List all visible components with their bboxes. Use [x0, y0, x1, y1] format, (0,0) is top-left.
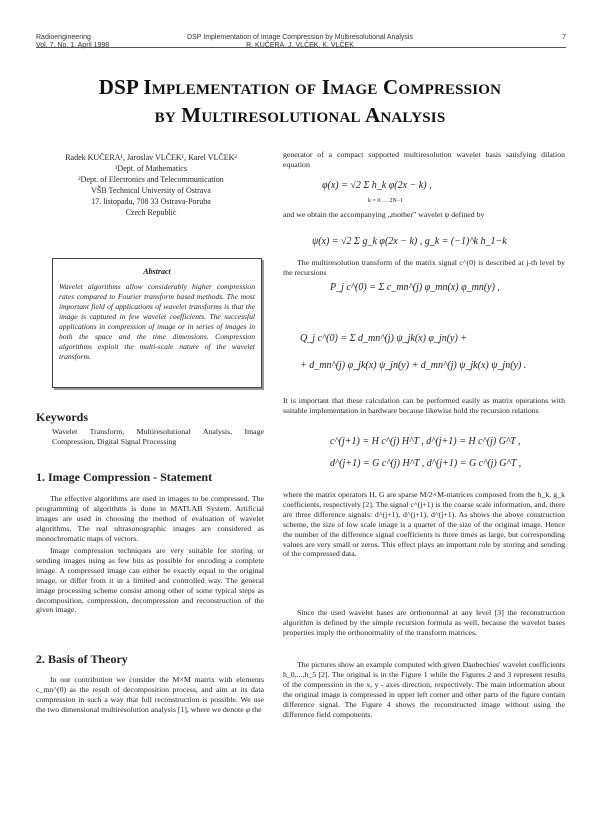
right-paragraph1: generator of a compact supported multiresolution wavelet basis satisfying dilation equation — [283, 150, 565, 169]
right-paragraph5: where the matrix operators H, G are sparse M/2×M-matrices composed from the h_k, g_k coefficients, respectively [2]. The signal c^(j+1) is the coarse scale information, and, there are three difference signals: d^(j+1), d^(j+1), d^(j+1). As shows the above construction scheme, the size of low scale image is a quarter of the size of the original image. Hence the number of the difference signal coefficients is three times as large, but corresponding values are very small or zeros. This effect plays an important role by storing and sending of the compressed data. — [283, 490, 565, 559]
section1-heading: 1. Image Compression - Statement — [36, 470, 213, 484]
equation-detail-2: + d_mn^(j) φ_jk(x) ψ_jn(y) + d_mn^(j) ψ_jk(x) ψ_jn(y) . — [300, 360, 527, 371]
equation-dilation: φ(x) = √2 Σ h_k φ(2x − k) , — [322, 180, 432, 191]
university: VŠB Technical University of Ostrava — [91, 186, 211, 195]
right-paragraph4: It is important that these calculation can be performed easily as matrix operations with suitable implementation in hardware because likewise hold the recursion relations — [283, 396, 565, 415]
section1-paragraph1: The effective algorithms are used in images to be compressed. The programming of algorithms is done in MATLAB System. Artificial images are used in choosing the method of evaluation of wavelet algorithms. The real ultrasonographic images are considered as monochromatic maps of vectors. — [36, 494, 264, 543]
equation-recursion-1: c^(j+1) = H c^(j) H^T , d^(j+1) = H c^(j) G^T , — [330, 436, 521, 447]
right-paragraph3: The multiresolution transform of the matrix signal c^(0) is described at j-th level by the recursions — [283, 258, 565, 277]
section1-paragraph2: Image compression techniques are very suitable for storing or sending images using as few bits as possible for encoding a complete image. A compressed image can either be exactly equal to the original image, or differ from it in a limited and controlled way. The general image processing scheme consist among other of some typical steps as decomposition, compression, decompression and reconstruction of the given image. — [36, 546, 264, 615]
street-address: 17. listopadu, 708 33 Ostrava-Poruba — [91, 197, 211, 206]
running-title: DSP Implementation of Image Compression by Multiresolutional Analysis — [187, 34, 413, 41]
abstract-box — [52, 258, 262, 388]
right-paragraph6: Since the used wavelet bases are orthonormal at any level [3] the reconstruction algorithm is defined by the simple recursion formula as well, because the wavelet bases properties imply the orthonormality of the transform matrices. — [283, 608, 565, 637]
paper-title-line1: DSP Implementation of Image Compression — [98, 75, 502, 99]
abstract-heading: Abstract — [143, 267, 171, 276]
keywords-text: Wavelet Transform, Multiresolutional Analysis, Image Compression, Digital Signal Processing — [52, 427, 264, 446]
equation-projection: P_j c^(0) = Σ c_mn^(j) φ_mn(x) φ_mn(y) , — [330, 282, 500, 293]
section2-paragraph1: In our contribution we consider the M×M matrix with elements c_mn^(0) as the result of decomposition process, and aim at its data compression in such a way that full reconstruction is possible. We use the two dimensional multiresolution analysis [1], where we denote φ the — [36, 675, 264, 714]
author-names: Radek KUČERA¹, Jaroslav VLČEK¹, Karel VLČEK² — [65, 153, 237, 162]
journal-name: Radioengineering — [36, 34, 91, 41]
abstract-text: Wavelet algorithms allow considerably higher compression rates compared to Fourier transform based methods. The most important field of applications of wavelet transforms is that the image is captured in few wavelet coefficients. The successful applications in compression of image or in series of images in both the space and the time dimensions. Compression algorithms exploit the multi-scale nature of the wavelet transform. — [59, 282, 255, 361]
journal-volume: Vol. 7, No. 1, April 1998 — [36, 42, 110, 49]
section2-heading: 2. Basis of Theory — [36, 652, 128, 666]
affiliation-1: ¹Dept. of Mathematics — [115, 164, 187, 173]
right-paragraph2: and we obtain the accompanying „mother" wavelet ψ defined by — [283, 210, 485, 219]
equation-mother-wavelet: ψ(x) = √2 Σ g_k φ(2x − k) , g_k = (−1)^k h_1−k — [312, 236, 507, 247]
paper-title-line2: by Multiresolutional Analysis — [154, 103, 446, 127]
equation-recursion-2: d^(j+1) = G c^(j) H^T , d^(j+1) = G c^(j) G^T , — [330, 458, 522, 469]
right-paragraph7: The pictures show an example computed with given Daubechies' wavelet coefficients h_0,...,h_5 [2]. The original is in the Figure 1 while the Figures 2 and 3 represent results of the compression in the x, y - axes direction, respectively. The main information about the original image is compressed in upper left corner and other parts of the figure contain difference signal. The Figure 4 shows the reconstructed image without using the difference field components. — [283, 660, 565, 719]
equation-detail-1: Q_j c^(0) = Σ d_mn^(j) ψ_jk(x) φ_jn(y) + — [300, 333, 468, 344]
equation-dilation-limits: k = 0 … 2N−1 — [368, 198, 404, 204]
affiliation-2: ²Dept. of Electronics and Telecommunication — [78, 175, 224, 184]
keywords-heading: Keywords — [36, 410, 88, 424]
country: Czech Republic — [125, 208, 177, 217]
header-rule — [36, 47, 566, 48]
author-block — [36, 152, 266, 218]
running-authors: R. KUČERA, J. VLČEK, K. VLČEK — [246, 42, 354, 49]
page-number: 7 — [562, 34, 566, 41]
